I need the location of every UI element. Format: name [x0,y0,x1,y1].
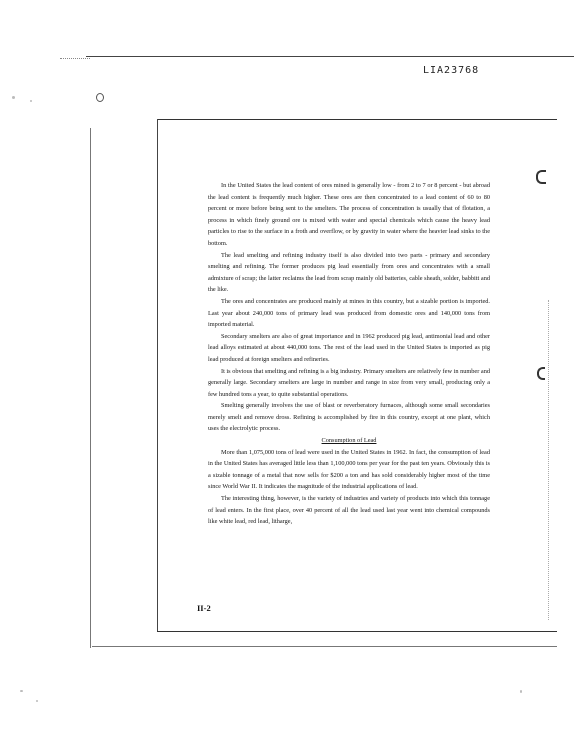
frame-left-rule [157,119,158,631]
body-text [208,180,490,528]
paragraph: More than 1,075,000 tons of lead were used in the United States in 1962. In fact, the consumption of lead in the United States has averaged little less than 1,100,000 tons per year for the past ten years. Obviously this is a sizable tonnage of a metal that now sells for $200 a ton and has sold considerably higher most of the time since World War II. It indicates the magnitude of the industrial applications of lead. [208,448,490,491]
scan-edge [60,58,90,59]
scan-speck [36,700,38,702]
top-rule [86,56,574,57]
document-id: LIA23768 [423,65,480,76]
bottom-rule [92,646,557,647]
paragraph: In the United States the lead content of ores mined is generally low - from 2 to 7 or 8 percent - but abroad the lead content is frequently much higher. These ores are then concentrated to a lead content of 60 to 80 percent or more before being sent to the smelters. The process of concentration is usually that of flotation, a process in which finely ground ore is mixed with water and special chemicals which cause the heavy lead particles to rise to the surface in a froth and overflow, or by gravity in water where the heavier lead sinks to the bottom. [208,182,490,247]
paragraph: Secondary smelters are also of great importance and in 1962 produced pig lead, antimonial lead and other lead alloys estimated at about 440,000 tons. The rest of the lead used in the United States is imported as pig lead produced at foreign smelters and refineries. [208,332,490,363]
scan-speck [20,690,23,692]
scan-speck [12,96,15,99]
paragraph: It is obvious that smelting and refining is a big industry. Primary smelters are relatively few in number and generally large. Secondary smelters are large in number and range in size from very small, producing only a few hundred tons a year, to quite substantial operations. [208,367,490,398]
paragraph: The ores and concentrates are produced mainly at mines in this country, but a sizable portion is imported. Last year about 240,000 tons of primary lead was produced from domestic ores and 140,000 tons from imported material. [208,297,490,329]
scan-speck [520,690,522,693]
punch-hole-icon [96,93,104,102]
section-heading: Consumption of Lead [321,437,377,445]
frame-top-rule [157,119,557,120]
page-number: II-2 [197,603,211,613]
binder-ring-icon [537,367,545,380]
right-scan-edge [548,300,549,620]
scan-speck [30,100,32,102]
paragraph: Smelting generally involves the use of blast or reverberatory furnaces, although some small secondaries merely smelt and remove dross. Refining is accomplished by fire in this country, except at one plant, which uses the electrolytic process. [208,402,490,433]
frame-bottom-rule [157,631,557,632]
left-margin-line [90,128,91,648]
paragraph: The interesting thing, however, is the variety of industries and variety of products into which this tonnage of lead enters. In the first place, over 40 percent of all the lead used last year went into chemical compounds like white lead, red lead, litharge, [208,495,490,526]
binder-ring-icon [536,170,546,184]
paragraph: The lead smelting and refining industry itself is also divided into two parts - primary and secondary smelting and refining. The former produces pig lead essentially from ores and concentrates with a small admixture of scrap; the latter reclaims the lead from scrap mainly old batteries, cable sheath, solder, babbitt and the like. [208,251,490,294]
